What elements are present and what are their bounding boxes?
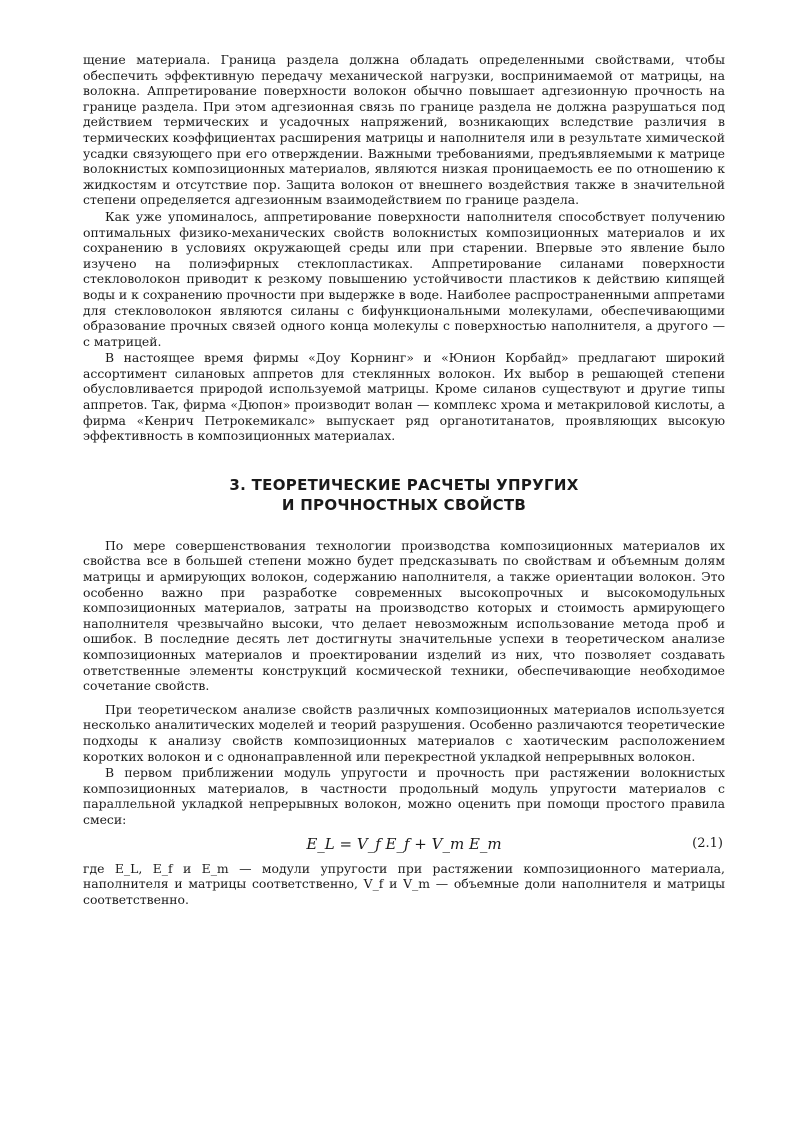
section-heading-line-2: И ПРОЧНОСТНЫХ СВОЙСТВ <box>281 495 527 514</box>
section-heading-line-1: 3. ТЕОРЕТИЧЕСКИЕ РАСЧЕТЫ УПРУГИХ <box>229 475 579 494</box>
paragraph-analytical-models: При теоретическом анализе свойств различных композиционных материалов используется несколько аналитических моделей и теорий разрушения. Особенно различаются теоретические подходы к анализу свойств композиционных материалов с хаотическим расположением коротких волокон и с однонаправленной или перекрестной укладкой непрерывных волокон. <box>83 701 725 764</box>
equation-body: E_L = V_f E_f + V_m E_m <box>306 834 502 853</box>
document-page <box>83 52 725 907</box>
section-heading <box>83 475 725 515</box>
paragraph-interface-requirements: щение материала. Граница раздела должна обладать определенными свойствами, чтобы обеспечить эффективную передачу механической нагрузки, воспринимаемой от матрицы, на волокна. Аппретирование поверхности волокон обычно повышает адгезионную прочность на границе раздела. При этом адгезионная связь по границе раздела не должна разрушаться под действием термических и усадочных напряжений, возникающих вследствие различия в термических коэффициентах расширения матрицы и наполнителя или в результате химической усадки связующего при его отверждении. Важными требованиями, предъявляемыми к матрице волокнистых композиционных материалов, являются низкая проницаемость ее по отношению к жидкостям и отсутствие пор. Защита волокон от внешнего воздействия также в значительной степени определяется адгезионным взаимодействием по границе раздела. <box>83 52 725 208</box>
paragraph-sizing-effect: Как уже упоминалось, аппретирование поверхности наполнителя способствует получению оптимальных физико-механических свойств волокнистых композиционных материалов и их сохранению в условиях окружающей среды или при старении. Впервые это явление было изучено на полиэфирных стеклопластиках. Аппретирование силанами поверхности стекловолокон приводит к резкому повышению устойчивости пластиков к действию кипящей воды и к сохранению прочности при выдержке в воде. Наиболее распространенными аппретами для стекловолокон являются силаны с бифункциональными молекулами, обеспечивающими образование прочных связей одного конца молекулы с поверхностью наполнителя, а другого — с матрицей. <box>83 208 725 349</box>
equation-rule-of-mixtures <box>83 833 725 855</box>
paragraph-rule-of-mixtures-intro: В первом приближении модуль упругости и прочность при растяжении волокнистых композиционных материалов, в частности продольный модуль упругости материалов с параллельной укладкой непрерывных волокон, можно оценить при помощи простого правила смеси: <box>83 765 725 827</box>
equation-number: (2.1) <box>692 835 723 851</box>
paragraph-gap <box>83 694 725 702</box>
paragraph-equation-legend: где E_L, E_f и E_m — модули упругости при растяжении композиционного материала, наполнителя и матрицы соответственно, V_f и V_m — объемные доли наполнителя и матрицы соответственно. <box>83 860 725 907</box>
paragraph-silane-suppliers: В настоящее время фирмы «Доу Корнинг» и «Юнион Корбайд» предлагают широкий ассортимент силановых аппретов для стеклянных волокон. Их выбор в решающей степени обусловливается природой используемой матрицы. Кроме силанов существуют и другие типы аппретов. Так, фирма «Дюпон» производит волан — комплекс хрома и метакриловой кислоты, а фирма «Кенрич Петрокемикалс» выпускает ряд органотитанатов, проявляющих высокую эффективность в композиционных материалах. <box>83 350 725 444</box>
paragraph-property-prediction: По мере совершенствования технологии производства композиционных материалов их свойства все в большей степени можно будет предсказывать по свойствам и объемным долям матрицы и армирующих волокон, содержанию наполнителя, а также ориентации волокон. Это особенно важно при разработке современных высокопрочных и высокомодульных композиционных материалов, затраты на производство которых и стоимость армирующего наполнителя чрезвычайно высоки, что делает невозможным использование метода проб и ошибок. В последние десять лет достигнуты значительные успехи в теоретическом анализе композиционных материалов и проектировании изделий из них, что позволяет создавать ответственные элементы конструкций космической техники, обеспечивающие необходимое сочетание свойств. <box>83 537 725 694</box>
